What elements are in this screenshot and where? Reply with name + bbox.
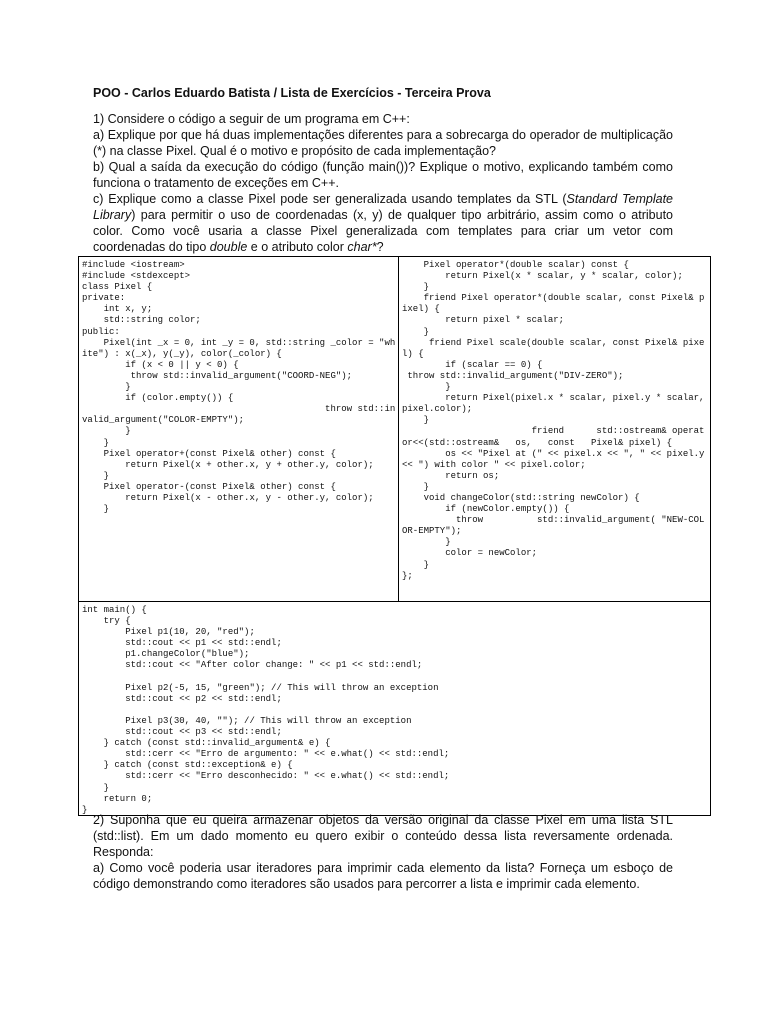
question-1b: b) Qual a saída da execução do código (função main())? Explique o motivo, explicando também como funciona o tratamento de exceções em C++. — [93, 160, 673, 190]
code-block-main: int main() { try { Pixel p1(10, 20, "red"); std::cout << p1 << std::endl; p1.changeColor("blue"); std::cout << "After color change: " << p1 << std::endl; Pixel p2(-5, 15, "green"); // This will throw an exception std::cout << p2 << std::endl; Pixel p3(30, 40, ""); // This will throw an exception std::cout << p3 << std::endl; } catch (const std::invalid_argument& e) { std::cerr << "Erro de argumento: " << e.what() << std::endl; } catch (const std::exception& e) { std::cerr << "Erro desconhecido: " << e.what() << std::endl; } return 0; } — [82, 605, 450, 815]
question-2a: a) Como você poderia usar iteradores para imprimir cada elemento da lista? Forneça um esboço de código demonstrando como iteradores são usados para percorrer a lista e imprimir cada elemento. — [93, 861, 673, 891]
code-table-row-main — [79, 602, 710, 815]
code-block-class-part-1: #include <iostream> #include <stdexcept> class Pixel { private: int x, y; std::string color; public: Pixel(int _x = 0, int _y = 0, std::string _color = "white") : x(_x), y(_y), color(_color) { if (x < 0 || y < 0) { throw std::invalid_argument("COORD-NEG"); } if (color.empty()) { throw std::invalid_argument("COLOR-EMPTY"); } } Pixel operator+(const Pixel& other) const { return Pixel(x + other.x, y + other.y, color); } Pixel operator-(const Pixel& other) const { return Pixel(x - other.x, y - other.y, color); } — [82, 260, 396, 515]
question-1 — [93, 111, 673, 255]
question-2 — [93, 812, 673, 892]
question-1c-text-3: e o atributo color — [247, 240, 348, 254]
code-cell-class-right — [399, 257, 710, 601]
question-1c — [93, 191, 673, 255]
question-1c-text-4: ? — [376, 240, 384, 254]
code-table-row-class — [79, 257, 710, 602]
question-1c-stl: Standard Template Library — [93, 192, 673, 222]
question-1c-text-1: c) Explique como a classe Pixel pode ser generalizada usando templates da STL ( — [93, 192, 567, 206]
document-title: POO - Carlos Eduardo Batista / Lista de Exercícios - Terceira Prova — [93, 86, 491, 100]
question-2-intro: 2) Suponha que eu queira armazenar objetos da versão original da classe Pixel em uma lista STL (std::list). Em um dado momento eu quero exibir o conteúdo dessa lista reversamente ordenada. Responda: — [93, 813, 673, 859]
question-1c-charptr: char* — [347, 240, 377, 254]
code-table — [78, 256, 711, 816]
question-1c-double: double — [209, 240, 248, 254]
code-cell-class-left — [79, 257, 399, 601]
question-1c-text-2: ) para permitir o uso de coordenadas (x, y) de qualquer tipo arbitrário, assim como o atributo color. Como você usaria a classe Pixel generalizada com templates para criar um vetor com coordenadas do tipo — [93, 208, 673, 254]
code-block-class-part-2: Pixel operator*(double scalar) const { return Pixel(x * scalar, y * scalar, color); } friend Pixel operator*(double scalar, const Pixel& pixel) { return pixel * scalar; } friend Pixel scale(double scalar, const Pixel& pixel) { if (scalar == 0) { throw std::invalid_argument("DIV-ZERO"); } return Pixel(pixel.x * scalar, pixel.y * scalar, pixel.color); } friend std::ostream& operator<<(std::ostream& os, const Pixel& pixel) { os << "Pixel at (" << pixel.x << ", " << pixel.y << ") with color " << pixel.color; return os; } void changeColor(std::string newColor) { if (newColor.empty()) { throw std::invalid_argument( "NEW-COLOR-EMPTY"); } color = newColor; } }; — [402, 260, 705, 581]
question-1a: a) Explique por que há duas implementações diferentes para a sobrecarga do operador de multiplicação (*) na classe Pixel. Qual é o motivo e propósito de cada implementação? — [93, 128, 673, 158]
question-1-intro: 1) Considere o código a seguir de um programa em C++: — [93, 112, 410, 126]
